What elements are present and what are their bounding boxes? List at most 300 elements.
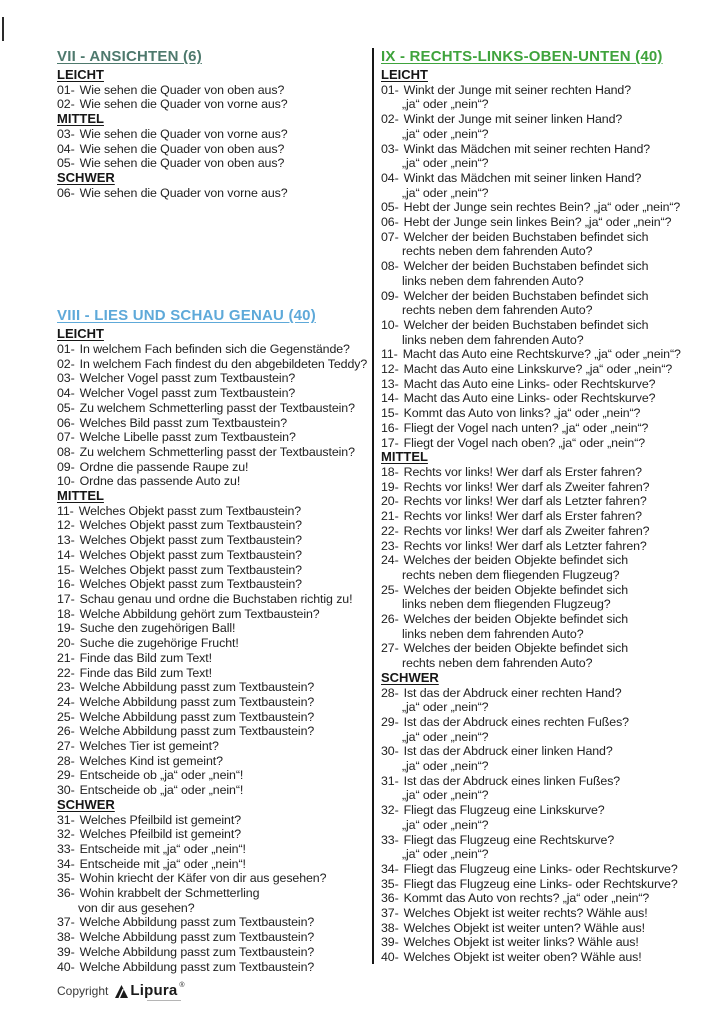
question-item [381, 215, 721, 230]
item-text: Welches Objekt passt zum Textbaustein? [79, 533, 302, 548]
item-line [57, 724, 369, 739]
item-text: Welche Abbildung passt zum Textbaustein? [79, 709, 315, 724]
item-number: 02- [57, 97, 75, 112]
item-text: Kommt das Auto von rechts? „ja“ oder „nein“? [403, 891, 650, 906]
item-text-continuation: links neben dem fahrenden Auto? [402, 626, 584, 641]
item-line [381, 935, 721, 950]
item-line [57, 813, 369, 828]
item-number: 31- [57, 812, 75, 827]
item-number: 06- [57, 185, 75, 200]
item-text: Welche Abbildung passt zum Textbaustein? [79, 915, 315, 930]
item-line [381, 465, 721, 480]
item-number: 05- [57, 400, 75, 415]
item-number: 40- [57, 959, 75, 974]
question-item [381, 935, 721, 950]
section-vii [57, 48, 369, 200]
item-line [57, 518, 369, 533]
item-number: 40- [381, 950, 399, 965]
item-text: Hebt der Junge sein linkes Bein? „ja“ oder „nein“? [403, 215, 672, 230]
question-item [381, 906, 721, 921]
item-number: 13- [381, 376, 399, 391]
question-item [381, 421, 721, 436]
item-number: 01- [57, 342, 75, 357]
item-line [57, 83, 369, 98]
question-item [57, 371, 369, 386]
item-number: 27- [381, 641, 399, 656]
item-line [57, 871, 369, 886]
item-line [381, 347, 721, 362]
question-item [57, 768, 369, 783]
item-text: Welches Pfeilbild ist gemeint? [79, 812, 241, 827]
question-item [381, 524, 721, 539]
item-text-continuation: rechts neben dem fahrenden Auto? [402, 244, 593, 259]
question-item [57, 156, 369, 171]
section-title: VIII - LIES UND SCHAU GENAU (40) [57, 307, 316, 325]
question-item [381, 391, 721, 406]
item-text: Macht das Auto eine Rechtskurve? „ja“ oder „nein“? [402, 347, 681, 362]
question-item [381, 406, 721, 421]
item-number: 07- [381, 229, 399, 244]
item-line [381, 230, 721, 245]
section-title: VII - ANSICHTEN (6) [57, 48, 202, 65]
item-number: 30- [57, 783, 75, 798]
item-line [57, 563, 369, 578]
item-line [381, 436, 721, 451]
item-text-continuation: „ja“ oder „nein“? [402, 729, 489, 744]
item-line [57, 186, 369, 201]
item-text: Welches Objekt ist weiter unten? Wähle aus! [403, 920, 645, 935]
question-item [57, 430, 369, 445]
item-text: Welches Objekt ist weiter links? Wähle aus! [403, 935, 639, 950]
question-item [57, 97, 369, 112]
question-item [381, 553, 721, 582]
question-item [381, 289, 721, 318]
question-item [57, 871, 369, 886]
question-item [381, 803, 721, 832]
item-text: Zu welchem Schmetterling passt der Textbaustein? [79, 400, 355, 415]
item-text: Welches Objekt ist weiter rechts? Wähle aus! [403, 906, 648, 921]
item-line [57, 386, 369, 401]
item-line [381, 318, 721, 333]
item-number: 20- [57, 636, 75, 651]
item-number: 12- [381, 362, 399, 377]
question-item [57, 83, 369, 98]
item-text: Winkt der Junge mit seiner rechten Hand? [403, 82, 632, 97]
item-text-continuation: „ja“ oder „nein“? [402, 847, 489, 862]
question-item [57, 563, 369, 578]
item-number: 06- [381, 215, 399, 230]
item-line [381, 171, 721, 186]
item-text: Suche die zugehörige Frucht! [79, 636, 239, 651]
item-text: Welches Kind ist gemeint? [79, 753, 223, 768]
question-item [57, 857, 369, 872]
item-text: Fliegt der Vogel nach oben? „ja“ oder „nein“? [403, 435, 646, 450]
item-text: Welches Objekt ist weiter oben? Wähle aus! [403, 950, 642, 965]
item-text: Macht das Auto eine Linkskurve? „ja“ oder „nein“? [403, 362, 673, 377]
question-item [381, 921, 721, 936]
question-item [57, 783, 369, 798]
item-number: 38- [381, 920, 399, 935]
item-text: Finde das Bild zum Text! [79, 665, 212, 680]
item-text: Wohin kriecht der Käfer von dir aus gesehen? [79, 871, 327, 886]
item-line [381, 200, 721, 215]
item-line [381, 509, 721, 524]
item-number: 17- [381, 435, 399, 450]
item-number: 14- [381, 391, 399, 406]
item-number: 30- [381, 744, 399, 759]
item-text-continuation: „ja“ oder „nein“? [402, 817, 489, 832]
question-item [381, 318, 721, 347]
question-item [57, 651, 369, 666]
item-text: Entscheide ob „ja“ oder „nein“! [79, 783, 244, 798]
item-line [57, 401, 369, 416]
lipura-logo [115, 983, 184, 999]
item-text-continuation: „ja“ oder „nein“? [402, 185, 489, 200]
item-text: Welches Objekt passt zum Textbaustein? [79, 562, 302, 577]
item-line [57, 474, 369, 489]
question-item [57, 680, 369, 695]
item-number: 36- [57, 886, 75, 901]
item-text: Welches Objekt passt zum Textbaustein? [78, 503, 302, 518]
item-line [381, 833, 721, 848]
item-line [381, 686, 721, 701]
item-number: 19- [57, 621, 75, 636]
item-line [57, 548, 369, 563]
item-line [381, 391, 721, 406]
question-item [57, 504, 369, 519]
item-line [57, 915, 369, 930]
item-number: 25- [57, 709, 75, 724]
question-item [381, 230, 721, 259]
item-text: Welches Pfeilbild ist gemeint? [79, 827, 241, 842]
item-number: 21- [381, 509, 399, 524]
item-text: In welchem Fach findest du den abgebildeten Teddy? [79, 356, 368, 371]
item-number: 38- [57, 930, 75, 945]
item-text: Ist das der Abdruck eines linken Fußes? [403, 773, 621, 788]
item-text: Welches der beiden Objekte befindet sich [403, 582, 629, 597]
item-text: Wie sehen die Quader von vorne aus? [79, 126, 288, 141]
question-item [57, 460, 369, 475]
question-item [57, 445, 369, 460]
item-line [57, 430, 369, 445]
question-item [57, 592, 369, 607]
item-text: Schau genau und ordne die Buchstaben richtig zu! [79, 591, 353, 606]
item-line [57, 533, 369, 548]
item-text: Welches Bild passt zum Textbaustein? [79, 415, 287, 430]
item-text: Welche Abbildung passt zum Textbaustein? [79, 724, 315, 739]
item-line [381, 921, 721, 936]
item-text: Welches Tier ist gemeint? [79, 739, 219, 754]
item-line [381, 612, 721, 627]
item-text: Wie sehen die Quader von vorne aus? [79, 185, 288, 200]
item-line [57, 754, 369, 769]
question-item [57, 186, 369, 201]
question-item [381, 891, 721, 906]
item-text: Welches Objekt passt zum Textbaustein? [79, 547, 302, 562]
item-number: 10- [57, 474, 75, 489]
item-line [57, 416, 369, 431]
item-number: 36- [381, 891, 399, 906]
item-text: Entscheide mit „ja“ oder „nein“! [79, 841, 246, 856]
item-text: Welche Abbildung passt zum Textbaustein? [79, 680, 315, 695]
item-line [57, 127, 369, 142]
item-line [57, 504, 369, 519]
item-text: Rechts vor links! Wer darf als Erster fahren? [403, 509, 642, 524]
item-number: 37- [381, 906, 399, 921]
question-item [57, 127, 369, 142]
footer [57, 983, 185, 999]
item-number: 09- [57, 459, 75, 474]
question-item [381, 377, 721, 392]
item-number: 04- [57, 141, 75, 156]
item-number: 02- [57, 356, 75, 371]
item-number: 08- [381, 259, 399, 274]
item-line [381, 494, 721, 509]
item-text: Wie sehen die Quader von vorne aus? [79, 97, 288, 112]
item-text: Ist das der Abdruck einer linken Hand? [403, 744, 613, 759]
item-text-continuation: „ja“ oder „nein“? [402, 700, 489, 715]
item-line [381, 406, 721, 421]
item-text: Welche Abbildung passt zum Textbaustein? [79, 694, 315, 709]
item-number: 14- [57, 547, 75, 562]
item-number: 04- [57, 386, 75, 401]
item-line [57, 945, 369, 960]
item-text: Fliegt das Flugzeug eine Links- oder Rechtskurve? [403, 876, 678, 891]
question-item [57, 621, 369, 636]
difficulty-label: MITTEL [57, 488, 104, 504]
item-line [57, 783, 369, 798]
item-number: 17- [57, 591, 75, 606]
item-text-continuation: „ja“ oder „nein“? [402, 126, 489, 141]
question-item [381, 494, 721, 509]
item-line [381, 83, 721, 98]
item-number: 16- [57, 577, 75, 592]
question-item [381, 347, 721, 362]
item-text: Welcher Vogel passt zum Textbaustein? [79, 371, 296, 386]
question-item [57, 739, 369, 754]
item-text-continuation: rechts neben dem fahrenden Auto? [402, 303, 593, 318]
item-text: Kommt das Auto von links? „ja“ oder „nein“? [403, 406, 641, 421]
question-item [381, 862, 721, 877]
item-line [57, 592, 369, 607]
question-item [57, 357, 369, 372]
item-number: 13- [57, 533, 75, 548]
item-text: Welche Libelle passt zum Textbaustein? [79, 430, 296, 445]
item-text: Welcher der beiden Buchstaben befindet sich [403, 288, 649, 303]
question-item [57, 754, 369, 769]
question-item [57, 915, 369, 930]
item-line [57, 680, 369, 695]
brand-name: Lipura [130, 982, 178, 999]
item-number: 07- [57, 430, 75, 445]
question-item [57, 960, 369, 975]
item-line [381, 142, 721, 157]
item-text-continuation: „ja“ oder „nein“? [402, 97, 489, 112]
item-line [57, 857, 369, 872]
copyright-label: Copyright [57, 984, 109, 998]
question-item [381, 142, 721, 171]
item-number: 27- [57, 739, 75, 754]
item-text: Welcher der beiden Buchstaben befindet sich [403, 317, 649, 332]
item-number: 31- [381, 773, 399, 788]
question-item [381, 833, 721, 862]
difficulty-label: SCHWER [57, 796, 115, 812]
item-text-continuation: links neben dem fliegenden Flugzeug? [402, 597, 611, 612]
item-text: Finde das Bild zum Text! [79, 650, 212, 665]
item-text: Welche Abbildung passt zum Textbaustein? [79, 930, 315, 945]
logo-tagline-rule [147, 1000, 181, 1001]
item-text-continuation: von dir aus gesehen? [78, 900, 195, 915]
item-text: Zu welchem Schmetterling passt der Textbaustein? [79, 444, 355, 459]
item-text-continuation: links neben dem fahrenden Auto? [402, 273, 584, 288]
item-line [57, 827, 369, 842]
item-number: 18- [381, 464, 399, 479]
item-line [381, 524, 721, 539]
item-text: Wie sehen die Quader von oben aus? [79, 82, 285, 97]
crop-mark [2, 17, 4, 41]
item-number: 18- [57, 606, 75, 621]
item-number: 20- [381, 494, 399, 509]
question-item [57, 930, 369, 945]
item-text: Ist das der Abdruck eines rechten Fußes? [403, 714, 629, 729]
item-line [57, 666, 369, 681]
item-number: 03- [57, 371, 75, 386]
item-line [57, 142, 369, 157]
item-line [57, 739, 369, 754]
item-text: Welcher der beiden Buchstaben befindet sich [403, 229, 649, 244]
item-number: 12- [57, 518, 75, 533]
item-text: Welche Abbildung passt zum Textbaustein? [79, 959, 315, 974]
question-item [57, 827, 369, 842]
item-number: 26- [381, 612, 399, 627]
item-text: Ist das der Abdruck einer rechten Hand? [403, 685, 622, 700]
item-number: 24- [57, 694, 75, 709]
item-line [381, 289, 721, 304]
item-text: Wohin krabbelt der Schmetterling [79, 886, 260, 901]
item-number: 22- [57, 665, 75, 680]
item-number: 35- [381, 876, 399, 891]
question-item [57, 577, 369, 592]
question-item [381, 200, 721, 215]
item-number: 03- [381, 141, 399, 156]
item-line [381, 583, 721, 598]
item-line [381, 480, 721, 495]
item-number: 06- [57, 415, 75, 430]
item-number: 33- [381, 832, 399, 847]
item-text: Welches der beiden Objekte befindet sich [403, 612, 629, 627]
item-text: Welcher der beiden Buchstaben befindet sich [403, 259, 649, 274]
item-number: 39- [57, 944, 75, 959]
question-item [381, 877, 721, 892]
question-item [381, 774, 721, 803]
item-text-continuation: „ja“ oder „nein“? [402, 156, 489, 171]
item-number: 37- [57, 915, 75, 930]
item-line [57, 97, 369, 112]
registered-mark: ® [179, 982, 185, 989]
question-item [381, 259, 721, 288]
question-item [57, 724, 369, 739]
item-line [381, 362, 721, 377]
item-text: Welches der beiden Objekte befindet sich [403, 641, 629, 656]
question-item [381, 465, 721, 480]
item-number: 05- [381, 200, 399, 215]
item-line [381, 950, 721, 965]
difficulty-label: SCHWER [57, 169, 115, 185]
item-number: 08- [57, 444, 75, 459]
question-item [57, 695, 369, 710]
item-text: Suche den zugehörigen Ball! [79, 621, 236, 636]
section-title: IX - RECHTS-LINKS-OBEN-UNTEN (40) [381, 48, 663, 65]
item-text: Macht das Auto eine Links- oder Rechtskurve? [403, 391, 656, 406]
item-line [381, 539, 721, 554]
item-text: Ordne das passende Auto zu! [79, 474, 241, 489]
item-line [57, 621, 369, 636]
question-item [57, 813, 369, 828]
item-number: 03- [57, 126, 75, 141]
item-number: 21- [57, 650, 75, 665]
question-item [57, 886, 369, 915]
item-text: Fliegt der Vogel nach unten? „ja“ oder „nein“? [403, 420, 649, 435]
item-line [381, 774, 721, 789]
item-text: Entscheide mit „ja“ oder „nein“! [79, 856, 246, 871]
item-text: Welches der beiden Objekte befindet sich [403, 553, 629, 568]
item-number: 19- [381, 479, 399, 494]
item-line [57, 710, 369, 725]
item-text: Entscheide ob „ja“ oder „nein“! [79, 768, 244, 783]
left-column [57, 48, 369, 974]
question-item [57, 342, 369, 357]
item-line [57, 930, 369, 945]
item-text: Macht das Auto eine Links- oder Rechtskurve? [403, 376, 656, 391]
item-number: 28- [57, 753, 75, 768]
difficulty-label: LEICHT [57, 326, 104, 342]
question-item [381, 612, 721, 641]
item-line [381, 877, 721, 892]
item-number: 01- [57, 82, 75, 97]
item-number: 15- [57, 562, 75, 577]
item-text: Winkt der Junge mit seiner linken Hand? [403, 112, 623, 127]
item-number: 29- [381, 714, 399, 729]
item-number: 28- [381, 685, 399, 700]
question-item [381, 480, 721, 495]
item-text-continuation: rechts neben dem fahrenden Auto? [402, 656, 593, 671]
right-column [381, 48, 721, 965]
question-item [57, 142, 369, 157]
item-line [57, 842, 369, 857]
item-text: Hebt der Junge sein rechtes Bein? „ja“ oder „nein“? [403, 200, 681, 215]
item-text: Fliegt das Flugzeug eine Links- oder Rechtskurve? [403, 861, 678, 876]
item-text: Rechts vor links! Wer darf als Letzter fahren? [403, 494, 647, 509]
question-item [381, 744, 721, 773]
item-text-continuation: rechts neben dem fliegenden Flugzeug? [402, 567, 620, 582]
item-number: 22- [381, 523, 399, 538]
item-line [57, 371, 369, 386]
item-number: 23- [57, 680, 75, 695]
item-number: 23- [381, 538, 399, 553]
item-number: 26- [57, 724, 75, 739]
item-text: Welches Objekt passt zum Textbaustein? [79, 577, 302, 592]
question-item [381, 686, 721, 715]
item-text: Welche Abbildung passt zum Textbaustein? [79, 944, 315, 959]
item-number: 16- [381, 420, 399, 435]
item-number: 39- [381, 935, 399, 950]
item-text-continuation: links neben dem fahrenden Auto? [402, 332, 584, 347]
question-item [57, 548, 369, 563]
question-item [381, 436, 721, 451]
question-item [57, 401, 369, 416]
item-line [381, 715, 721, 730]
question-item [57, 666, 369, 681]
